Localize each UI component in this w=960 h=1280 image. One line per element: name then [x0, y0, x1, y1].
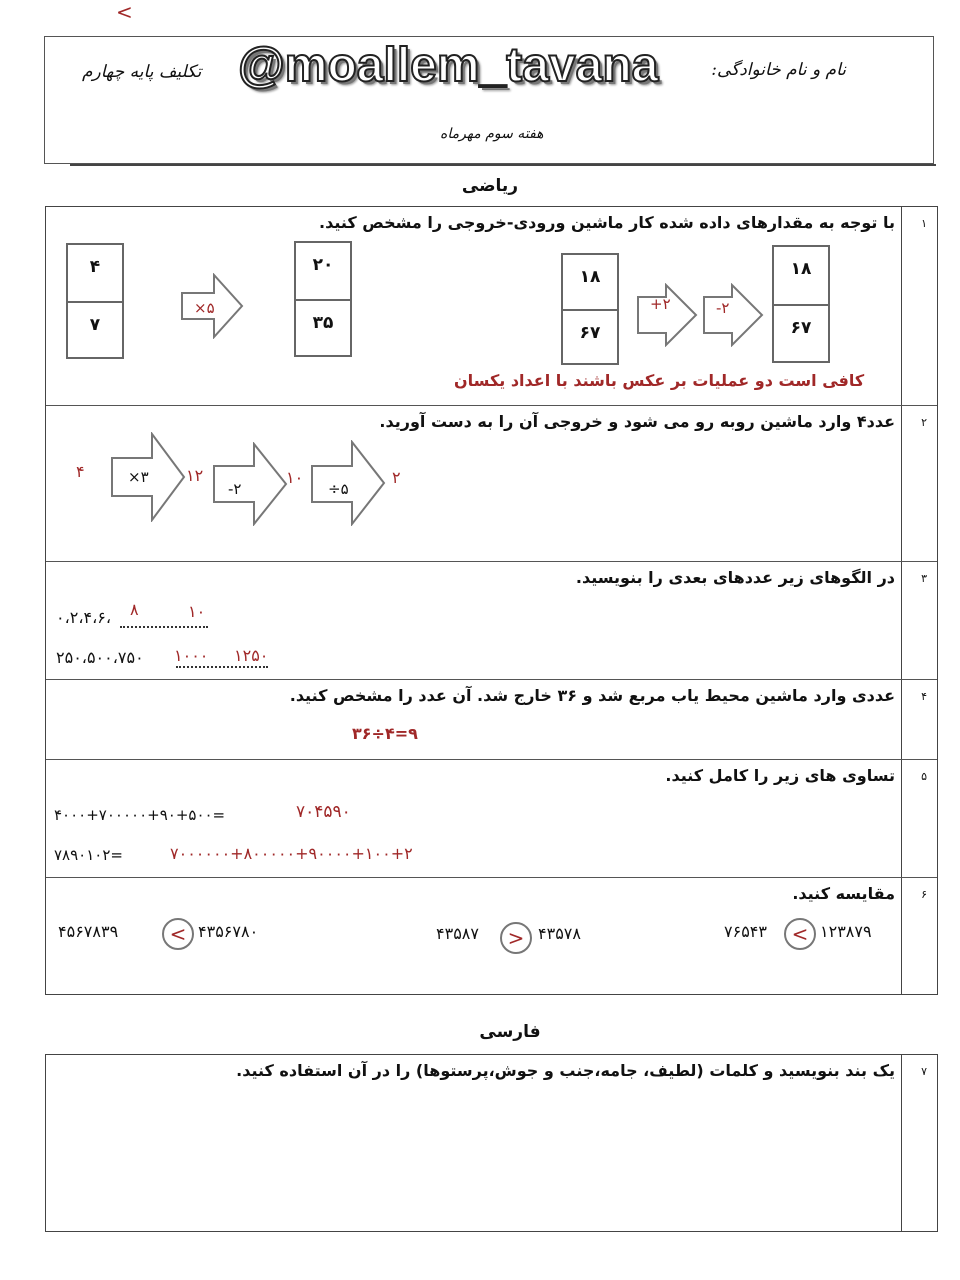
equation-answer: ۷۰۰۰۰۰۰+۸۰۰۰۰۰+۹۰۰۰۰+۱۰۰+۲: [170, 844, 413, 863]
question-row-4: [46, 679, 937, 759]
equation-given: ۷۸۹۰۱۰۲=: [54, 846, 123, 864]
machine-arrow-icon: [636, 283, 698, 347]
question-text: با توجه به مقدارهای داده شده کار ماشین ورودی-خروجی را مشخص کنید.: [319, 213, 895, 232]
question-row-2: [46, 405, 937, 561]
pattern-given: ۰،۲،۴،۶،: [56, 608, 112, 627]
question-number: ۲: [921, 416, 927, 429]
input-box: [561, 253, 619, 365]
persian-section-title: فارسی: [479, 1022, 541, 1042]
chain-result: ۲: [392, 468, 401, 487]
persian-question-table: [45, 1054, 938, 1232]
output-box: [294, 241, 352, 357]
stray-mark: <: [116, 0, 133, 24]
question-text: عددی وارد ماشین محیط یاب مربع شد و ۳۶ خارج شد. آن عدد را مشخص کنید.: [289, 686, 895, 705]
output-value: ۶۷: [774, 304, 828, 361]
chain-result: ۱۰: [286, 468, 304, 487]
question-row-5: [46, 759, 937, 877]
number-column: [901, 760, 937, 877]
answer-note: کافی است دو عملیات بر عکس باشند با اعداد یکسان: [454, 371, 865, 390]
header-underline: [70, 164, 936, 166]
question-text: مقایسه کنید.: [792, 884, 895, 903]
number-column: [901, 207, 937, 405]
operation-label: -۲: [716, 299, 730, 317]
math-question-table: [45, 206, 938, 995]
pattern-given: ۲۵۰،۵۰۰،۷۵۰: [56, 648, 144, 667]
compare-right: ۴۳۵۶۷۸۰: [198, 922, 259, 941]
question-row-3: [46, 561, 937, 679]
compare-left: ۴۵۶۷۸۳۹: [58, 922, 119, 941]
question-number: ۵: [921, 770, 927, 783]
question-text: یک بند بنویسید و کلمات (لطیف، جامه،جنب و جوش،پرستوها) را در آن استفاده کنید.: [236, 1061, 895, 1080]
class-label: تکلیف پایه چهارم: [82, 62, 202, 82]
pattern-answer: ۱۲۵۰: [234, 646, 269, 665]
question-text: در الگوهای زیر عددهای بعدی را بنویسید.: [575, 568, 895, 587]
compare-left: ۷۶۵۴۳: [724, 922, 767, 941]
answer-blank: [120, 626, 208, 628]
operation-label: -۲: [228, 480, 242, 498]
input-value: ۷: [68, 301, 122, 357]
compare-symbol: <: [784, 918, 816, 950]
answer-blank: [176, 666, 268, 668]
input-box: [66, 243, 124, 359]
number-column: [901, 562, 937, 679]
question-number: ۴: [921, 690, 927, 703]
chain-input: ۴: [76, 462, 85, 481]
question-number: ۷: [921, 1065, 927, 1078]
question-number: ۳: [921, 572, 927, 585]
compare-left: ۴۳۵۸۷: [436, 924, 479, 943]
number-column: [901, 406, 937, 561]
number-column: [901, 680, 937, 759]
equation-answer: ۷۰۴۵۹۰: [296, 802, 351, 822]
question-text: عدد۴ وارد ماشین روبه رو می شود و خروجی آن را به دست آورید.: [379, 412, 895, 431]
operation-label: ×۳: [128, 468, 149, 486]
question-row-1: [46, 207, 937, 405]
input-value: ۱۸: [579, 267, 601, 287]
name-label: نام و نام خانوادگی:: [711, 60, 846, 80]
input-value: ۴: [89, 257, 101, 277]
compare-right: ۴۳۵۷۸: [538, 924, 581, 943]
answer-text: ۳۶÷۴=۹: [352, 724, 418, 743]
week-label: هفته سوم مهرماه: [440, 126, 544, 142]
operation-label: +۲: [650, 295, 671, 313]
pattern-answer: ۱۰۰۰: [174, 646, 209, 665]
machine-arrow-icon: [212, 442, 288, 526]
output-value: ۳۵: [296, 299, 350, 355]
question-row-7: [46, 1055, 937, 1231]
answer-area[interactable]: [52, 1095, 892, 1225]
equation-given: ۴۰۰۰+۷۰۰۰۰۰+۹۰+۵۰۰=: [54, 806, 226, 824]
compare-symbol: <: [162, 918, 194, 950]
math-section-title: ریاضی: [461, 176, 519, 196]
operation-label: ×۵: [194, 299, 215, 317]
pattern-answer: ۸: [130, 600, 139, 619]
question-number: ۶: [921, 888, 927, 901]
compare-symbol: >: [500, 922, 532, 954]
number-column: [901, 878, 937, 995]
watermark: @moallem_tavana: [238, 39, 659, 92]
output-value: ۲۰: [312, 255, 334, 275]
machine-arrow-icon: [702, 283, 764, 347]
question-row-6: [46, 877, 937, 995]
number-column: [901, 1055, 937, 1231]
question-number: ۱: [921, 217, 927, 230]
output-value: ۱۸: [790, 259, 812, 279]
compare-right: ۱۲۳۸۷۹: [820, 922, 872, 941]
chain-result: ۱۲: [186, 466, 204, 485]
question-text: تساوی های زیر را کامل کنید.: [665, 766, 895, 785]
pattern-answer: ۱۰: [188, 602, 206, 621]
output-box: [772, 245, 830, 363]
operation-label: ÷۵: [328, 480, 349, 498]
input-value: ۶۷: [563, 309, 617, 363]
